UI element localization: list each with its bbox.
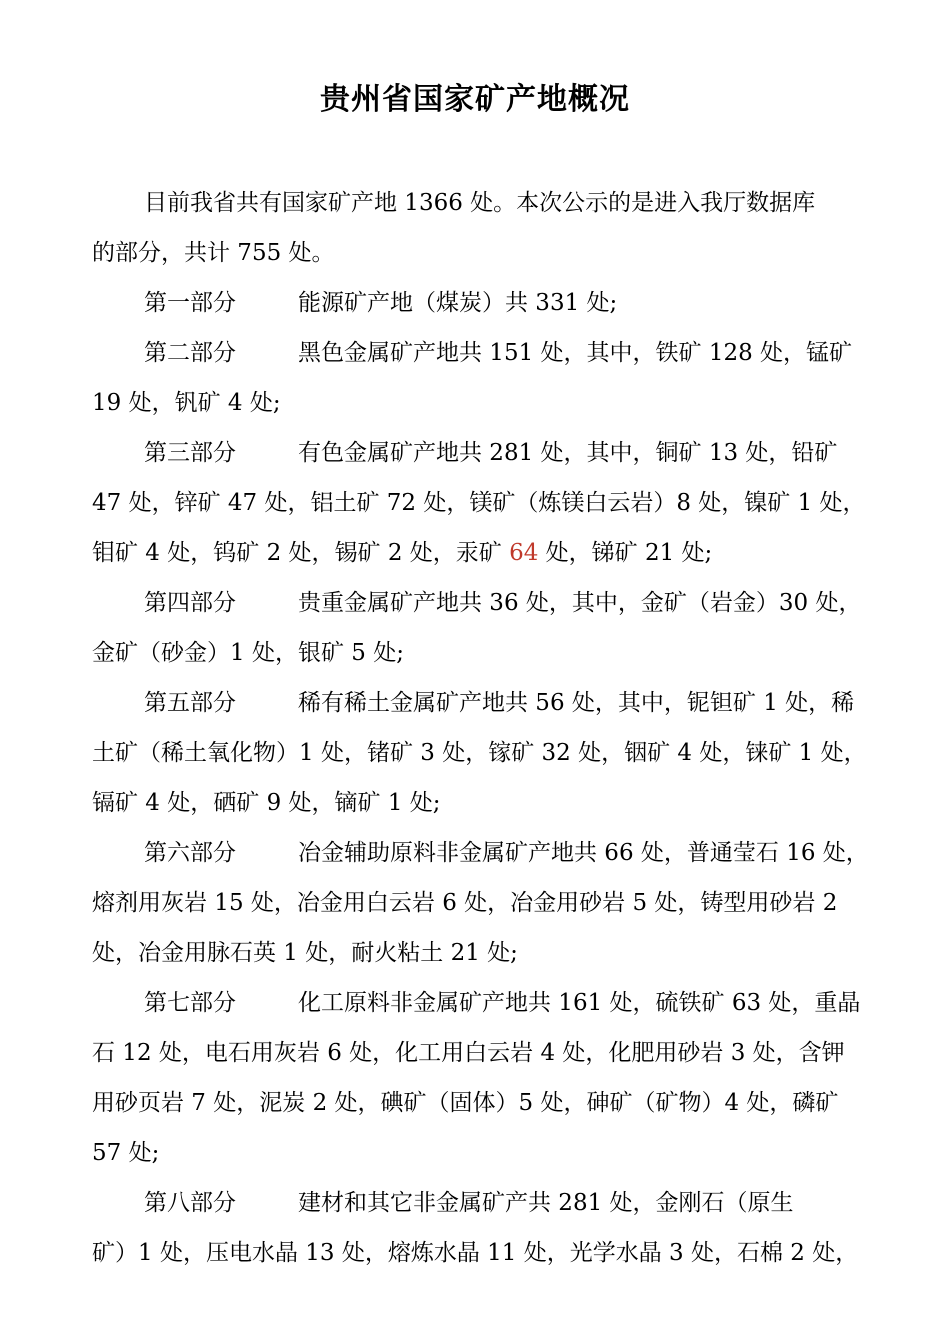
part-label: 第三部分 bbox=[144, 440, 236, 466]
document-title: 贵州省国家矿产地概况 bbox=[320, 82, 630, 117]
part-text: 贵重金属矿产地共 36 处，其中，金矿（岩金）30 处， bbox=[298, 590, 862, 616]
part-label: 第一部分 bbox=[144, 290, 236, 316]
part-label: 第八部分 bbox=[144, 1190, 236, 1216]
part-label: 第二部分 bbox=[144, 340, 236, 366]
part-text: 化工原料非金属矿产地共 161 处，硫铁矿 63 处，重晶 bbox=[298, 990, 861, 1016]
part-label: 第七部分 bbox=[144, 990, 236, 1016]
part-text: 冶金辅助原料非金属矿产地共 66 处，普通莹石 16 处， bbox=[298, 840, 869, 866]
part-text: 有色金属矿产地共 281 处，其中，铜矿 13 处，铅矿 bbox=[298, 440, 838, 466]
part-8-line: 矿）1 处，压电水晶 13 处，熔炼水晶 11 处，光学水晶 3 处，石棉 2 处， bbox=[92, 1240, 859, 1266]
part-label: 第四部分 bbox=[144, 590, 236, 616]
part-2-line bbox=[92, 328, 888, 378]
part-label: 第五部分 bbox=[144, 690, 236, 716]
part-text: 建材和其它非金属矿产共 281 处，金刚石（原生 bbox=[298, 1190, 794, 1216]
part-7-line bbox=[92, 978, 888, 1028]
part-text: 稀有稀土金属矿产地共 56 处，其中，铌钽矿 1 处，稀 bbox=[298, 690, 855, 716]
intro-line: 目前我省共有国家矿产地 1366 处。本次公示的是进入我厅数据库 bbox=[144, 190, 816, 216]
part-7-line: 用砂页岩 7 处，泥炭 2 处，碘矿（固体）5 处，砷矿（矿物）4 处，磷矿 bbox=[92, 1090, 839, 1116]
part-4-line: 金矿（砂金）1 处，银矿 5 处; bbox=[92, 640, 404, 666]
part-3-line bbox=[92, 528, 888, 578]
intro-line: 的部分，共计 755 处。 bbox=[92, 240, 335, 266]
part-2-line: 19 处，钒矿 4 处; bbox=[92, 390, 281, 416]
part-6-line: 处，冶金用脉石英 1 处，耐火粘土 21 处; bbox=[92, 940, 518, 966]
part-8-line bbox=[92, 1178, 888, 1228]
part-5-line bbox=[92, 678, 888, 728]
part-text: 黑色金属矿产地共 151 处，其中，铁矿 128 处，锰矿 bbox=[298, 340, 853, 366]
part-label: 第六部分 bbox=[144, 840, 236, 866]
part-7-line: 57 处; bbox=[92, 1140, 160, 1166]
part-3-line bbox=[92, 428, 888, 478]
part-3-line: 47 处，锌矿 47 处，铝土矿 72 处，镁矿（炼镁白云岩）8 处，镍矿 1 处， bbox=[92, 490, 866, 516]
part-7-line: 石 12 处，电石用灰岩 6 处，化工用白云岩 4 处，化肥用砂岩 3 处，含钾 bbox=[92, 1040, 845, 1066]
part-text: 处，锑矿 21 处; bbox=[538, 540, 713, 566]
highlighted-number: 64 bbox=[509, 540, 539, 566]
part-5-line: 土矿（稀土氧化物）1 处，锗矿 3 处，镓矿 32 处，铟矿 4 处，铼矿 1 处， bbox=[92, 740, 867, 766]
part-text: 钼矿 4 处，钨矿 2 处，锡矿 2 处，汞矿 bbox=[92, 540, 510, 566]
part-4-line bbox=[92, 578, 888, 628]
part-6-line: 熔剂用灰岩 15 处，冶金用白云岩 6 处，冶金用砂岩 5 处，铸型用砂岩 2 bbox=[92, 890, 838, 916]
part-text: 能源矿产地（煤炭）共 331 处; bbox=[298, 290, 618, 316]
part-1-line bbox=[92, 278, 888, 328]
part-5-line: 镉矿 4 处，硒矿 9 处，镝矿 1 处; bbox=[92, 790, 441, 816]
part-6-line bbox=[92, 828, 888, 878]
document-body bbox=[92, 178, 888, 1278]
